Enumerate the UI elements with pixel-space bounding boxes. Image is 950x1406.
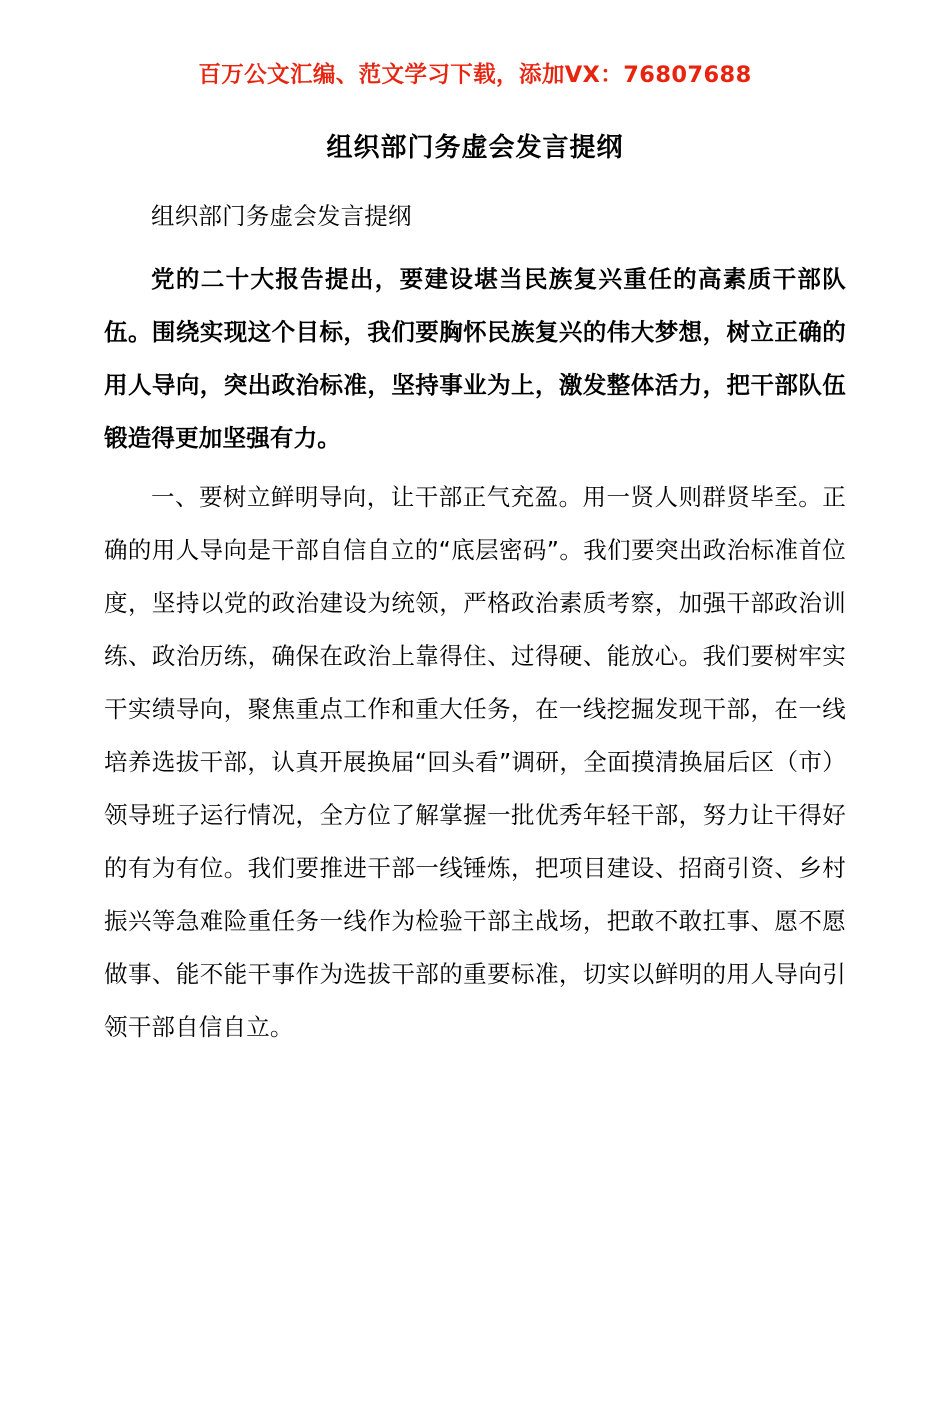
document-page xyxy=(0,62,950,1406)
document-body xyxy=(104,190,846,1054)
promo-watermark-banner: 百万公文汇编、范文学习下载，添加VX：76807688 xyxy=(198,62,752,88)
paragraph-section-one: 一、要树立鲜明导向，让干部正气充盈。用一贤人则群贤毕至。正确的用人导向是干部自信自立的“底层密码”。我们要突出政治标准首位度，坚持以党的政治建设为统领，严格政治素质考察，加强干部政治训练、政治历练，确保在政治上靠得住、过得硬、能放心。我们要树牢实干实绩导向，聚焦重点工作和重大任务，在一线挖掘发现干部，在一线培养选拔干部，认真开展换届“回头看”调研，全面摸清换届后区（市）领导班子运行情况，全方位了解掌握一批优秀年轻干部，努力让干得好的有为有位。我们要推进干部一线锤炼，把项目建设、招商引资、乡村振兴等急难险重任务一线作为检验干部主战场，把敢不敢扛事、愿不愿做事、能不能干事作为选拔干部的重要标准，切实以鲜明的用人导向引领干部自信自立。 xyxy=(104,483,846,1041)
paragraph-subtitle: 组织部门务虚会发言提纲 xyxy=(151,202,412,230)
page-title: 组织部门务虚会发言提纲 xyxy=(326,133,624,163)
paragraph-opening: 党的二十大报告提出，要建设堪当民族复兴重任的高素质干部队伍。围绕实现这个目标，我们要胸怀民族复兴的伟大梦想，树立正确的用人导向，突出政治标准，坚持事业为上，激发整体活力，把干部队伍锻造得更加坚强有力。 xyxy=(104,265,846,452)
